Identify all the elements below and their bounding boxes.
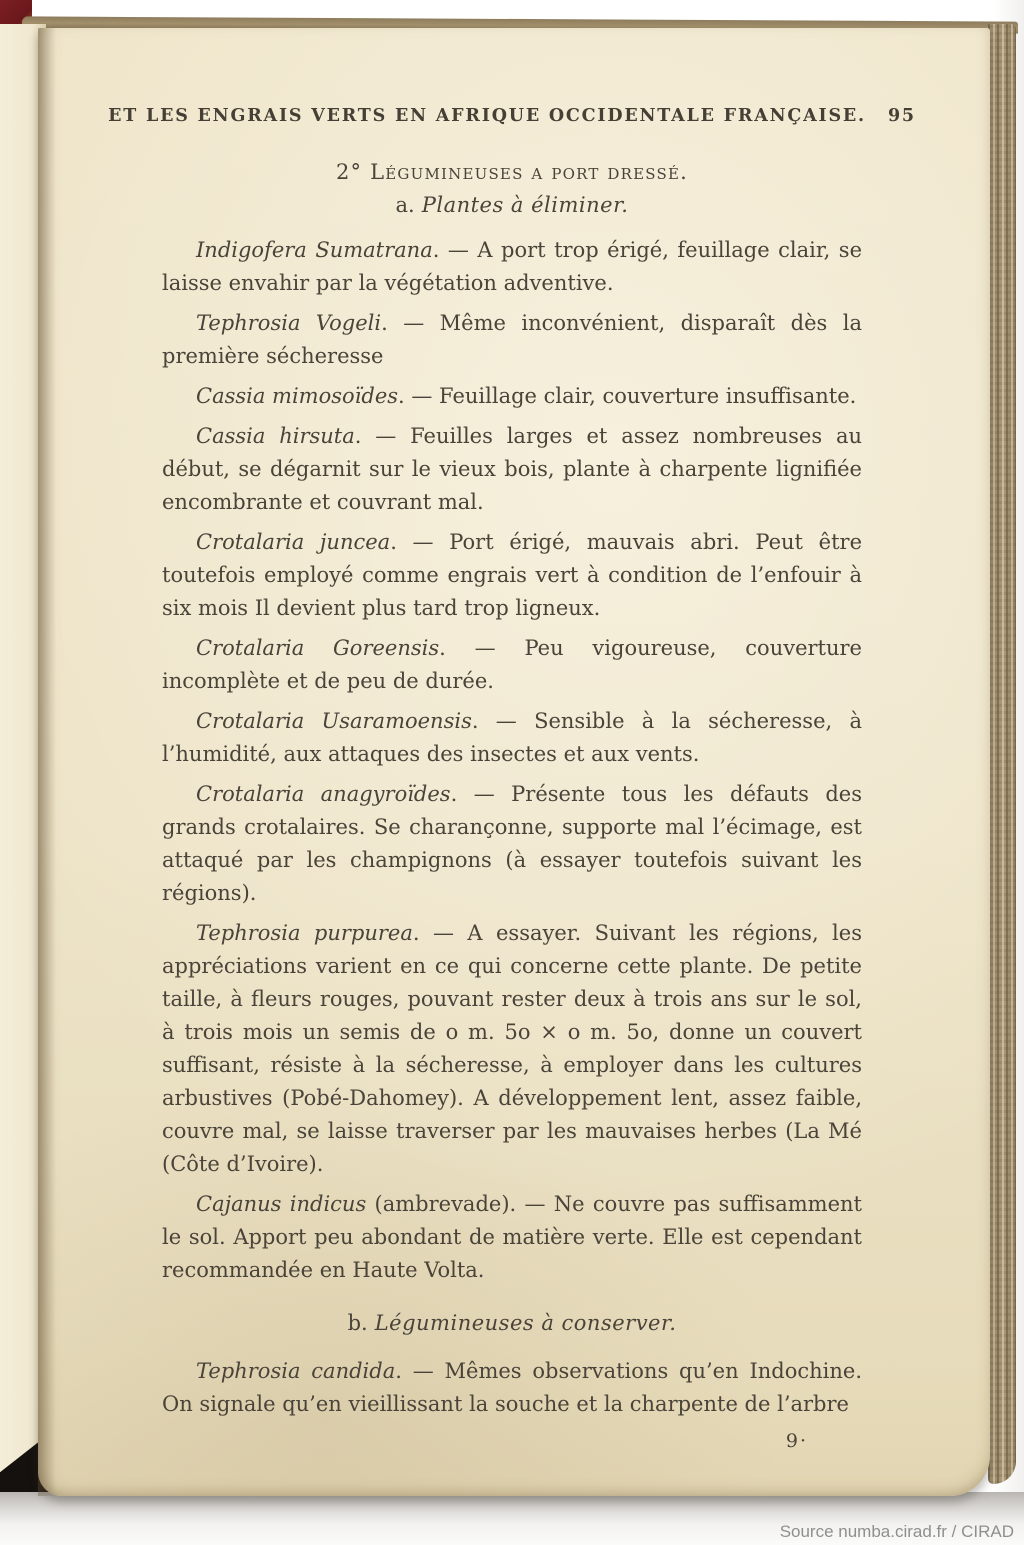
species-name: Tephrosia Vogeli bbox=[196, 311, 382, 335]
paragraph-text: . — Présente tous les défauts des grands crotalaires. Se charançonne, supporte mal l’écimage, est attaqué par les champignons (à essayer toutefois suivant les régions). bbox=[162, 782, 863, 905]
paragraph bbox=[162, 632, 862, 698]
subsection-heading-b bbox=[162, 1311, 862, 1335]
paragraph-text: . — Même inconvénient, disparaît dès la première sécheresse bbox=[162, 311, 863, 368]
paragraph bbox=[162, 778, 862, 910]
book-page bbox=[38, 28, 990, 1496]
running-header bbox=[108, 106, 916, 126]
paragraph-text: . — A port trop érigé, feuillage clair, se laisse envahir par la végétation adventive. bbox=[162, 238, 862, 295]
paragraph bbox=[162, 234, 862, 300]
page-content bbox=[108, 106, 916, 1452]
subsection-label: b. bbox=[347, 1311, 368, 1335]
paragraph bbox=[162, 917, 862, 1181]
paragraph-text: . — Mêmes observations qu’en Indochine. On signale qu’en vieillissant la souche et la charpente de l’arbre bbox=[162, 1359, 862, 1416]
book-fore-edge-pages bbox=[988, 24, 1016, 1484]
running-header-title: ET LES ENGRAIS VERTS EN AFRIQUE OCCIDENTALE FRANÇAISE. bbox=[108, 106, 866, 126]
paragraph-text: . — A essayer. Suivant les régions, les appréciations varient en ce qui concerne cette plante. De petite taille, à fleurs rouges, pouvant rester deux à trois ans sur le sol, à trois mois un semis de o m. 5o × o m. 5o, donne un couvert suffisant, résiste à la sécheresse, à employer dans les cultures arbustives (Pobé-Dahomey). A développement lent, assez faible, couvre mal, se laisse traverser par les mauvaises herbes (La Mé (Côte d’Ivoire). bbox=[162, 921, 862, 1176]
subsection-title: Légumineuses à conserver. bbox=[374, 1311, 677, 1335]
species-name: Cassia hirsuta bbox=[196, 424, 355, 448]
species-name: Cajanus indicus bbox=[196, 1192, 367, 1216]
paragraph bbox=[162, 307, 862, 373]
species-name: Crotalaria anagyroïdes bbox=[196, 782, 451, 806]
paragraph-text: (ambrevade). — Ne couvre pas suffisamment le sol. Apport peu abondant de matière verte. Elle est cependant recommandée en Haute Volta. bbox=[162, 1192, 862, 1282]
subsection-label: a. bbox=[395, 193, 415, 217]
species-name: Tephrosia purpurea bbox=[196, 921, 413, 945]
paragraph bbox=[162, 705, 862, 771]
paragraph-text: . — Feuilles larges et assez nombreuses au début, se dégarnit sur le vieux bois, plante à charpente lignifiée encombrante et couvrant mal. bbox=[162, 424, 862, 514]
species-name: Tephrosia candida bbox=[196, 1359, 396, 1383]
paragraph-text: . — Sensible à la sécheresse, à l’humidité, aux attaques des insectes et aux vents. bbox=[162, 709, 862, 766]
species-name: Indigofera Sumatrana bbox=[196, 238, 433, 262]
species-name: Crotalaria Goreensis bbox=[196, 636, 440, 660]
paragraph bbox=[162, 1188, 862, 1287]
section-heading: 2° Légumineuses a port dressé. bbox=[335, 160, 689, 184]
paragraph bbox=[162, 1355, 862, 1421]
paragraph bbox=[162, 526, 862, 625]
species-name: Cassia mimosoïdes bbox=[196, 384, 399, 408]
paragraph bbox=[162, 420, 862, 519]
signature-mark: 9· bbox=[785, 1430, 808, 1452]
source-attribution: Source numba.cirad.fr / CIRAD bbox=[779, 1522, 1014, 1541]
paragraph-text: . — Feuillage clair, couverture insuffisante. bbox=[398, 384, 857, 408]
paragraph-text: . — Port érigé, mauvais abri. Peut être toutefois employé comme engrais vert à condition de l’enfouir à six mois Il devient plus tard trop ligneux. bbox=[162, 530, 862, 620]
subsection-title: Plantes à éliminer. bbox=[421, 193, 629, 217]
species-name: Crotalaria juncea bbox=[196, 530, 391, 554]
paragraph bbox=[162, 380, 862, 413]
page-number: 95 bbox=[887, 106, 916, 126]
species-name: Crotalaria Usaramoensis bbox=[196, 709, 472, 733]
paragraph-text: . — Peu vigoureuse, couverture incomplète et de peu de durée. bbox=[162, 636, 862, 693]
subsection-heading-a bbox=[162, 193, 862, 217]
gutter-crease bbox=[38, 28, 56, 1496]
